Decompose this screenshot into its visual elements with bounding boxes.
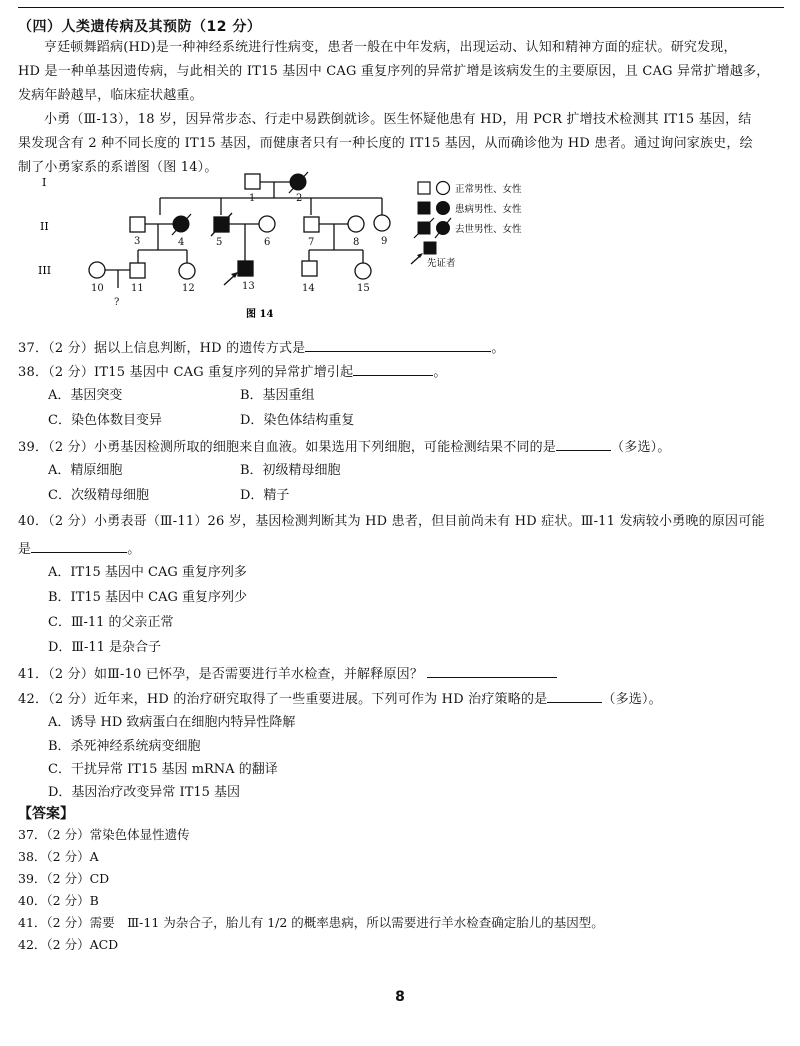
answer-blank[interactable] [305, 337, 491, 352]
individual-number: 9 [381, 236, 388, 247]
intro-line: 制了小勇家系的系谱图（图 14）。 [18, 160, 218, 175]
option-a[interactable]: A．基因突变 [48, 388, 123, 403]
individual-II-8 [348, 216, 364, 232]
individual-number: 8 [353, 237, 360, 248]
legend-deceased: 去世男性、女性 [455, 224, 522, 235]
question-40 [18, 512, 765, 532]
option-c[interactable]: C．次级精母细胞 [48, 488, 149, 503]
intro-line: 亨廷顿舞蹈病(HD)是一种神经系统进行性病变，患者一般在中年发病，出现运动、认知和精神方面的症状。研究发现， [44, 40, 737, 55]
individual-number: 4 [178, 237, 185, 248]
question-41 [18, 663, 557, 685]
answer-item: 37．（2 分）常染色体显性遗传 [18, 827, 190, 842]
option-d[interactable]: D．精子 [240, 488, 290, 503]
intro-line: HD 是一种单基因遗传病，与此相关的 IT15 基因中 CAG 重复序列的异常扩增是该病发生的主要原因，且 CAG 异常扩增越多， [18, 64, 770, 79]
answer-item: 39．（2 分）CD [18, 871, 110, 886]
generation-label: I [42, 176, 47, 189]
individual-number: 15 [357, 283, 370, 294]
individual-II-7 [304, 217, 319, 232]
individual-II-6 [259, 216, 275, 232]
individual-number: 12 [182, 283, 195, 294]
question-text: 40．（2 分）小勇表哥（Ⅲ-11）26 岁，基因检测判断其为 HD 患者，但目前尚未有 HD 症状。Ⅲ-11 发病较小勇晚的原因可能 [18, 514, 765, 529]
option-b[interactable]: B．杀死神经系统病变细胞 [48, 739, 201, 754]
individual-III-12 [179, 263, 195, 279]
intro-line: 小勇（Ⅲ-13），18 岁，因异常步态、行走中易跌倒就诊。医生怀疑他患有 HD，用 PCR 扩增技术检测其 IT15 基因，结 [44, 112, 752, 127]
question-end: 。 [433, 365, 447, 380]
answers-title: 【答案】 [18, 806, 74, 822]
question-42 [18, 688, 662, 710]
question-text: 39．（2 分）小勇基因检测所取的细胞来自血液。如果选用下列细胞，可能检测结果不同的是 [18, 440, 557, 455]
individual-III-13 [238, 261, 253, 276]
individual-number: 14 [302, 283, 315, 294]
option-c[interactable]: C．染色体数目变异 [48, 413, 162, 428]
individual-II-3 [130, 217, 145, 232]
intro-line: 果发现含有 2 种不同长度的 IT15 基因，而健康者只有一种长度的 IT15 基因，从而确诊他为 HD 患者。通过询问家族史，绘 [18, 136, 753, 151]
question-40-continued [18, 538, 140, 560]
unknown-child-mark: ? [114, 297, 120, 308]
individual-number: 6 [264, 237, 271, 248]
legend-normal: 正常男性、女性 [455, 184, 522, 195]
individual-number: 10 [91, 283, 104, 294]
pedigree-figure [0, 160, 800, 330]
option-b[interactable]: B．基因重组 [240, 388, 315, 403]
individual-III-15 [355, 263, 371, 279]
individual-II-9 [374, 215, 390, 231]
option-d[interactable]: D．基因治疗改变异常 IT15 基因 [48, 785, 241, 800]
intro-line: 发病年龄越早，临床症状越重。 [18, 88, 203, 103]
answer-blank[interactable] [353, 361, 433, 376]
intro-paragraph-1 [18, 36, 782, 108]
individual-number: 2 [296, 193, 303, 204]
answer-item: 41．（2 分）需要 Ⅲ-11 为杂合子，胎儿有 1/2 的概率患病，所以需要进行羊水检查确定胎儿的基因型。 [18, 915, 604, 930]
generation-label: II [40, 220, 49, 233]
answer-blank[interactable] [31, 538, 127, 553]
individual-III-14 [302, 261, 317, 276]
question-text: 37．（2 分）据以上信息判断，HD 的遗传方式是 [18, 341, 306, 356]
individual-number: 13 [242, 281, 255, 292]
individual-number: 11 [131, 283, 144, 294]
option-a[interactable]: A．精原细胞 [48, 463, 123, 478]
generation-label: III [38, 264, 52, 277]
question-text: 41．（2 分）如Ⅲ-10 已怀孕，是否需要进行羊水检查，并解释原因？ [18, 667, 424, 682]
individual-number: 1 [249, 193, 256, 204]
legend-proband: 先证者 [427, 258, 456, 269]
option-d[interactable]: D．染色体结构重复 [240, 413, 355, 428]
answer-blank[interactable] [547, 688, 602, 703]
individual-number: 3 [134, 236, 141, 247]
legend-affected: 患病男性、女性 [455, 204, 522, 215]
question-text: 38．（2 分）IT15 基因中 CAG 重复序列的异常扩增引起 [18, 365, 354, 380]
option-b[interactable]: B．初级精母细胞 [240, 463, 341, 478]
option-d[interactable]: D．Ⅲ-11 是杂合子 [48, 640, 162, 655]
question-end: （多选）。 [611, 440, 671, 455]
question-38 [18, 361, 447, 383]
answer-item: 42．（2 分）ACD [18, 937, 119, 952]
top-rule [18, 7, 784, 8]
question-end: 。 [127, 542, 141, 557]
individual-number: 5 [216, 237, 223, 248]
option-b[interactable]: B．IT15 基因中 CAG 重复序列少 [48, 590, 248, 605]
figure-caption: 图 14 [246, 309, 274, 320]
question-39 [18, 436, 671, 458]
answer-item: 40．（2 分）B [18, 893, 99, 908]
section-title: （四）人类遗传病及其预防（12 分） [18, 19, 262, 35]
option-a[interactable]: A．诱导 HD 致病蛋白在细胞内特异性降解 [48, 715, 296, 730]
individual-number: 7 [308, 237, 315, 248]
question-text: 是 [18, 542, 32, 557]
option-c[interactable]: C．干扰异常 IT15 基因 mRNA 的翻译 [48, 762, 278, 777]
option-c[interactable]: C．Ⅲ-11 的父亲正常 [48, 615, 174, 630]
question-end: 。 [491, 341, 505, 356]
question-end: （多选）。 [602, 692, 662, 707]
page-number: 8 [395, 989, 405, 1005]
answer-item: 38．（2 分）A [18, 849, 99, 864]
option-a[interactable]: A．IT15 基因中 CAG 重复序列多 [48, 565, 247, 580]
answer-blank[interactable] [556, 436, 611, 451]
proband-arrow-icon [224, 272, 238, 285]
individual-I-1 [245, 174, 260, 189]
answer-blank[interactable] [427, 663, 557, 678]
individual-III-11 [130, 263, 145, 278]
individual-III-10 [89, 262, 105, 278]
question-text: 42．（2 分）近年来，HD 的治疗研究取得了一些重要进展。下列可作为 HD 治疗策略的是 [18, 692, 548, 707]
pedigree-legend [411, 182, 522, 270]
question-37 [18, 337, 505, 359]
